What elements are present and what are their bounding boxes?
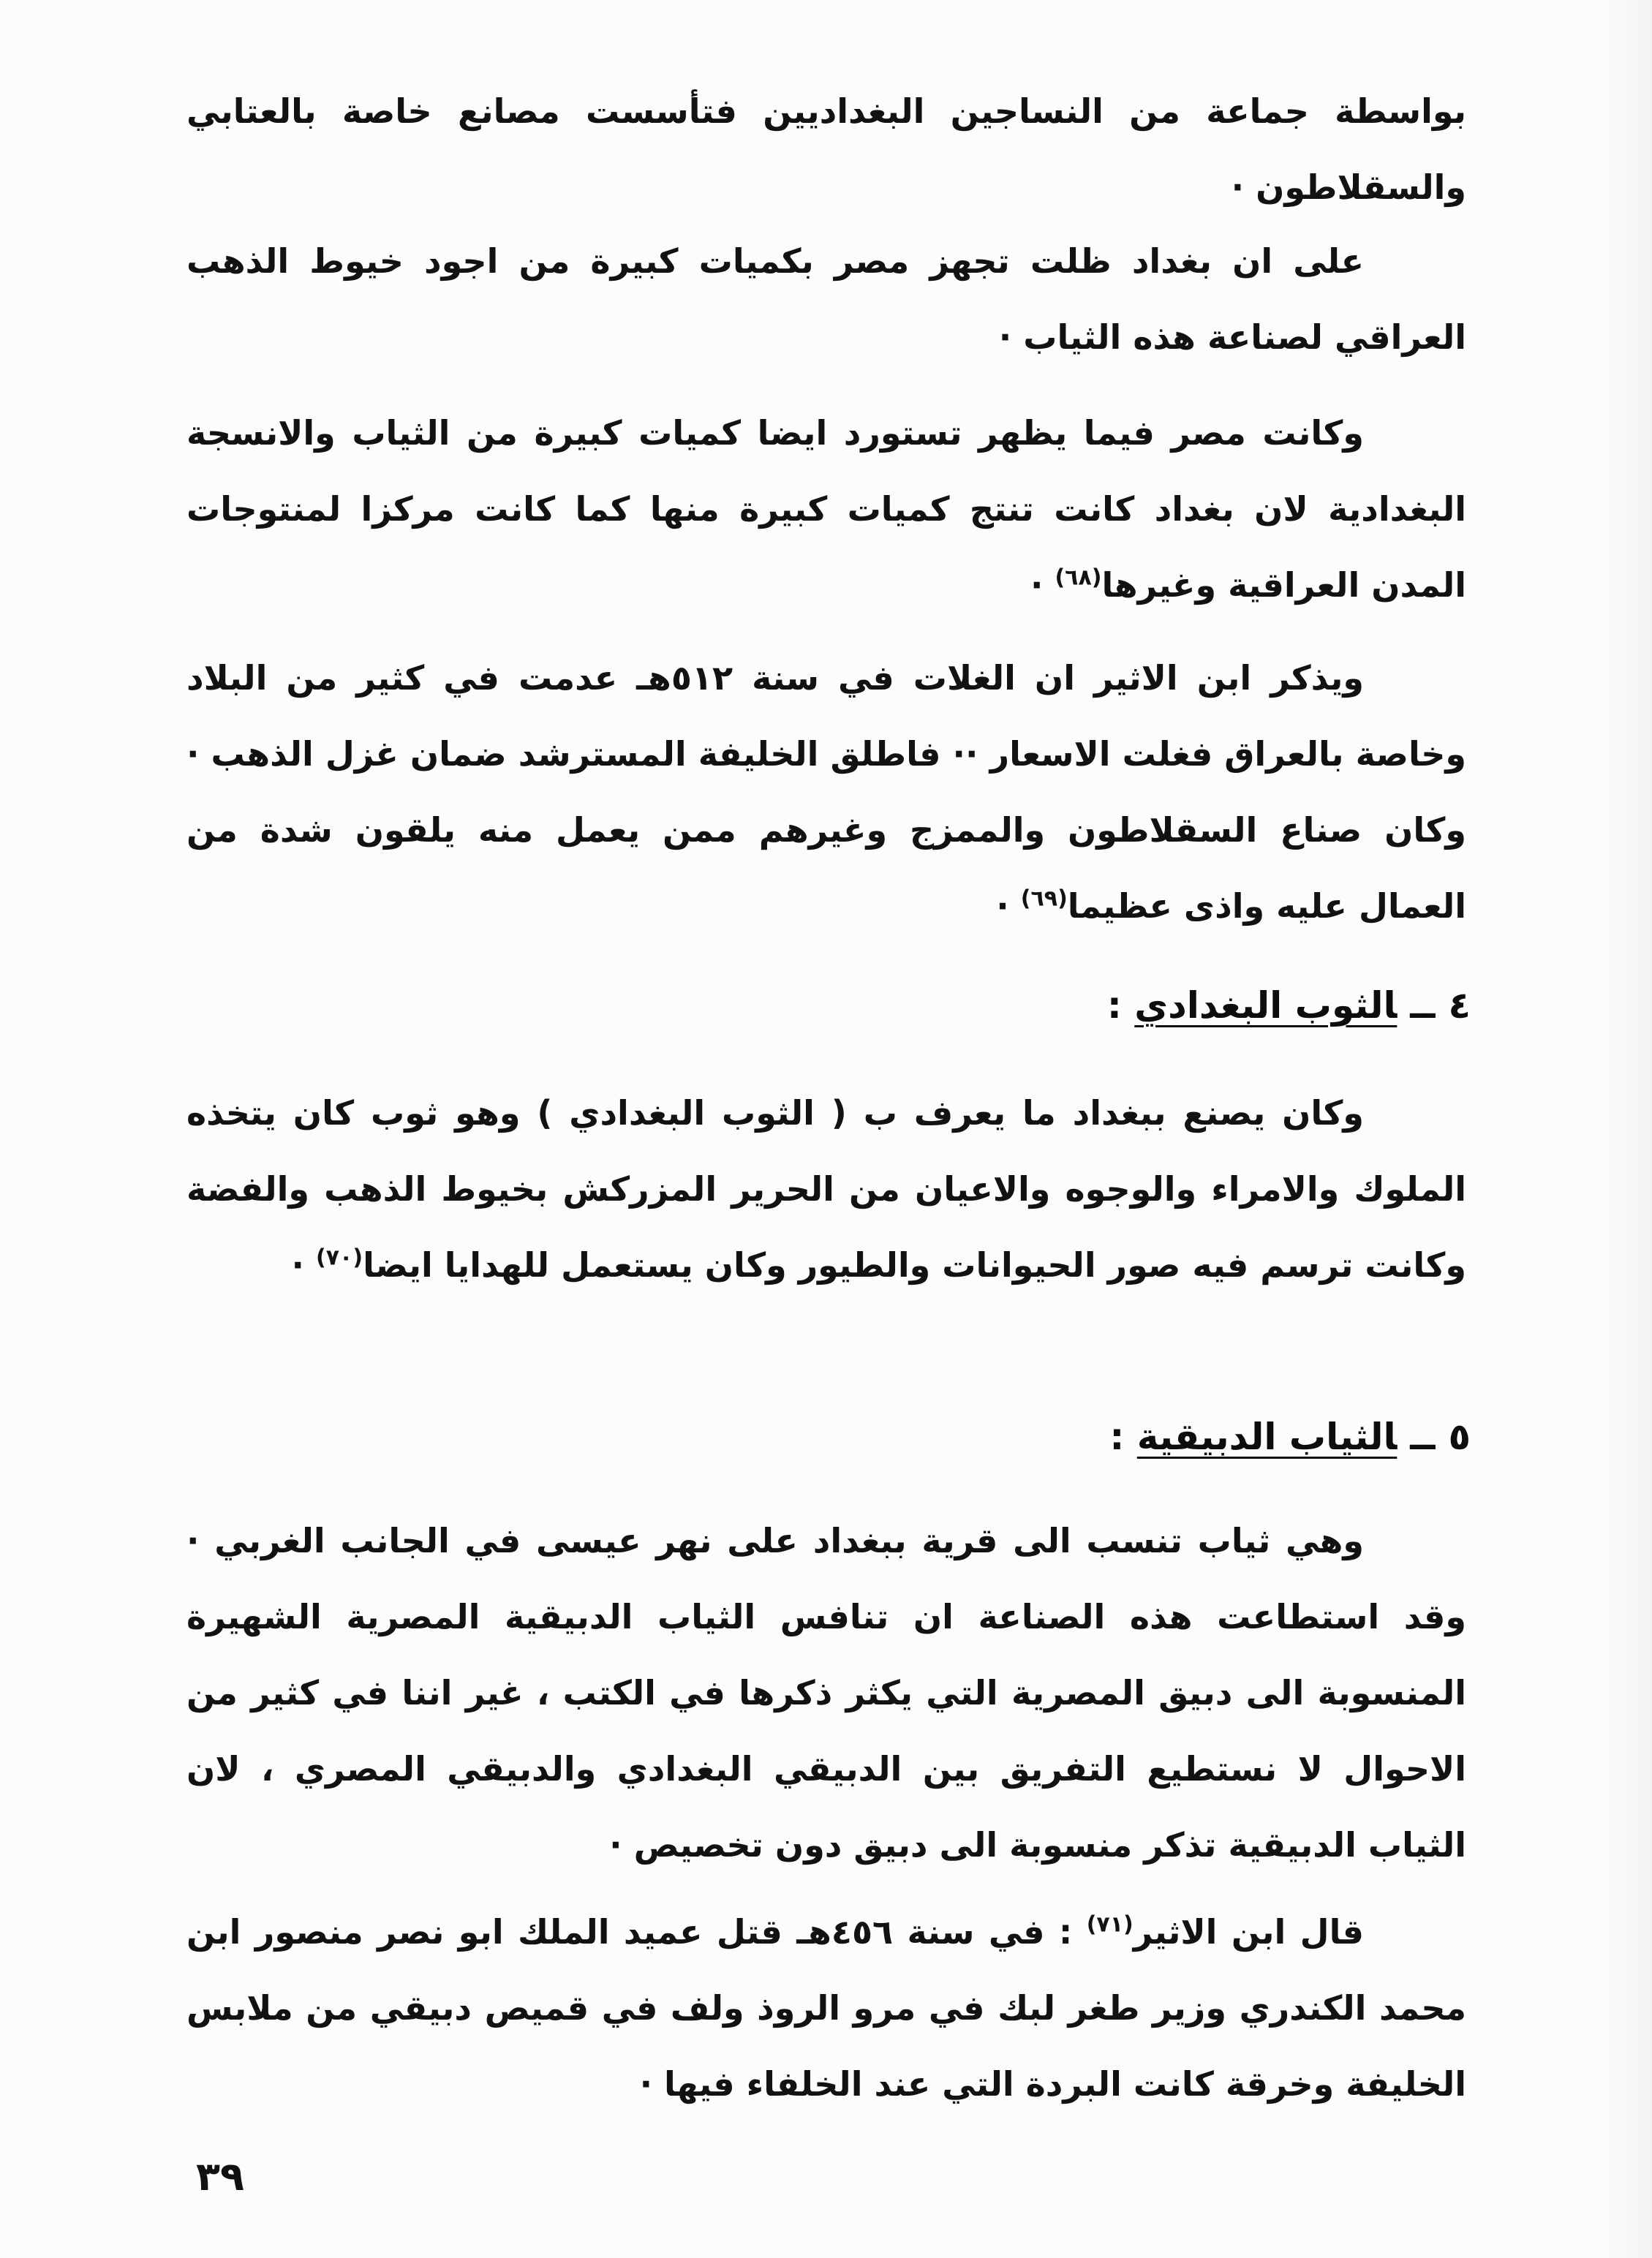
paragraph-5-block [186, 1075, 1466, 1303]
section-4-dash: ــ [1410, 984, 1436, 1027]
section-5-dash: ــ [1410, 1416, 1436, 1458]
footnote-ref-71: (٧١) [1086, 1911, 1134, 1938]
paragraph-6-block [186, 1503, 1466, 1883]
section-5-title: الثياب الدبيقية [1136, 1416, 1398, 1458]
page-number: ٣٩ [196, 2153, 244, 2200]
footnote-ref-70: (٧٠) [316, 1245, 363, 1271]
paragraph-1: بواسطة جماعة من النساجين البغداديين فتأسست مصانع خاصة بالعتابي والسقلاطون · [186, 91, 1466, 207]
paragraph-7-block [186, 1894, 1466, 2122]
paragraph-5 [186, 1075, 1466, 1303]
paragraph-6: وهي ثياب تنسب الى قرية ببغداد على نهر عيسى في الجانب الغربي · وقد استطاعت هذه الصناعة ان تنافس الثياب الدبيقية المصرية الشهيرة المنسوبة الى دبيق المصرية التي يكثر ذكرها في الكتب ، غير اننا في كثير من الاحوال لا نستطيع التفريق بين الدبيقي البغدادي والدبيقي المصري ، لان الثياب الدبيقية تذكر منسوبة الى دبيق دون تخصيص · [186, 1521, 1466, 1865]
paragraph-3-end: · [1030, 565, 1055, 605]
footnote-ref-69: (٦٩) [1020, 886, 1068, 912]
page-edge-shadow [1601, 0, 1652, 2258]
paragraph-7 [186, 1894, 1466, 2122]
section-4-title: الثوب البغدادي [1134, 984, 1398, 1027]
paragraph-3-text: وكانت مصر فيما يظهر تستورد ايضا كميات كبيرة من الثياب والانسجة البغدادية لان بغداد كانت تنتج كميات كبيرة منها كما كانت مركزا لمنتوجات المدن العراقية وغيرها [186, 413, 1466, 605]
section-4-number: ٤ [1448, 984, 1471, 1027]
paragraph-2-block [186, 223, 1466, 375]
paragraph-4-block [186, 640, 1466, 944]
paragraph-7-text: : في سنة ٤٥٦هـ قتل عميد الملك ابو نصر منصور ابن محمد الكندري وزير طغر لبك في مرو الروذ ولف في قميص دبيقي من ملابس الخليفة وخرقة كانت البردة التي عند الخلفاء فيها · [186, 1912, 1466, 2104]
paragraph-2: على ان بغداد ظلت تجهز مصر بكميات كبيرة من اجود خيوط الذهب العراقي لصناعة هذه الثياب · [186, 241, 1466, 357]
paragraph-5-end: · [291, 1245, 317, 1285]
paragraph-4-text: ويذكر ابن الاثير ان الغلات في سنة ٥١٢هـ عدمت في كثير من البلاد وخاصة بالعراق فغلت الاسعار ·· فاطلق الخليفة المسترشد ضمان غزل الذهب · وكان صناع السقلاطون والممزج وغيرهم ممن يعمل منه يلقون شدة من العمال عليه واذى عظيما [186, 658, 1466, 926]
paragraph-4-end: · [996, 886, 1021, 926]
section-4-colon: : [1106, 984, 1122, 1027]
footnote-ref-68: (٦٨) [1055, 564, 1102, 591]
section-heading-5 [1109, 1408, 1471, 1466]
paragraph-1-block [186, 73, 1466, 225]
paragraph-5-text: وكان يصنع ببغداد ما يعرف ب ( الثوب البغدادي ) وهو ثوب كان يتخذه الملوك والامراء والوجوه والاعيان من الحرير المزركش بخيوط الذهب والفضة وكانت ترسم فيه صور الحيوانات والطيور وكان يستعمل للهدايا ايضا [186, 1093, 1466, 1285]
section-5-number: ٥ [1448, 1416, 1471, 1458]
paragraph-7-lead: قال ابن الاثير [1133, 1912, 1364, 1952]
paragraph-3 [186, 395, 1466, 623]
section-5-colon: : [1109, 1416, 1125, 1458]
paragraph-4 [186, 640, 1466, 944]
section-heading-4 [1107, 976, 1471, 1035]
paragraph-3-block [186, 395, 1466, 623]
